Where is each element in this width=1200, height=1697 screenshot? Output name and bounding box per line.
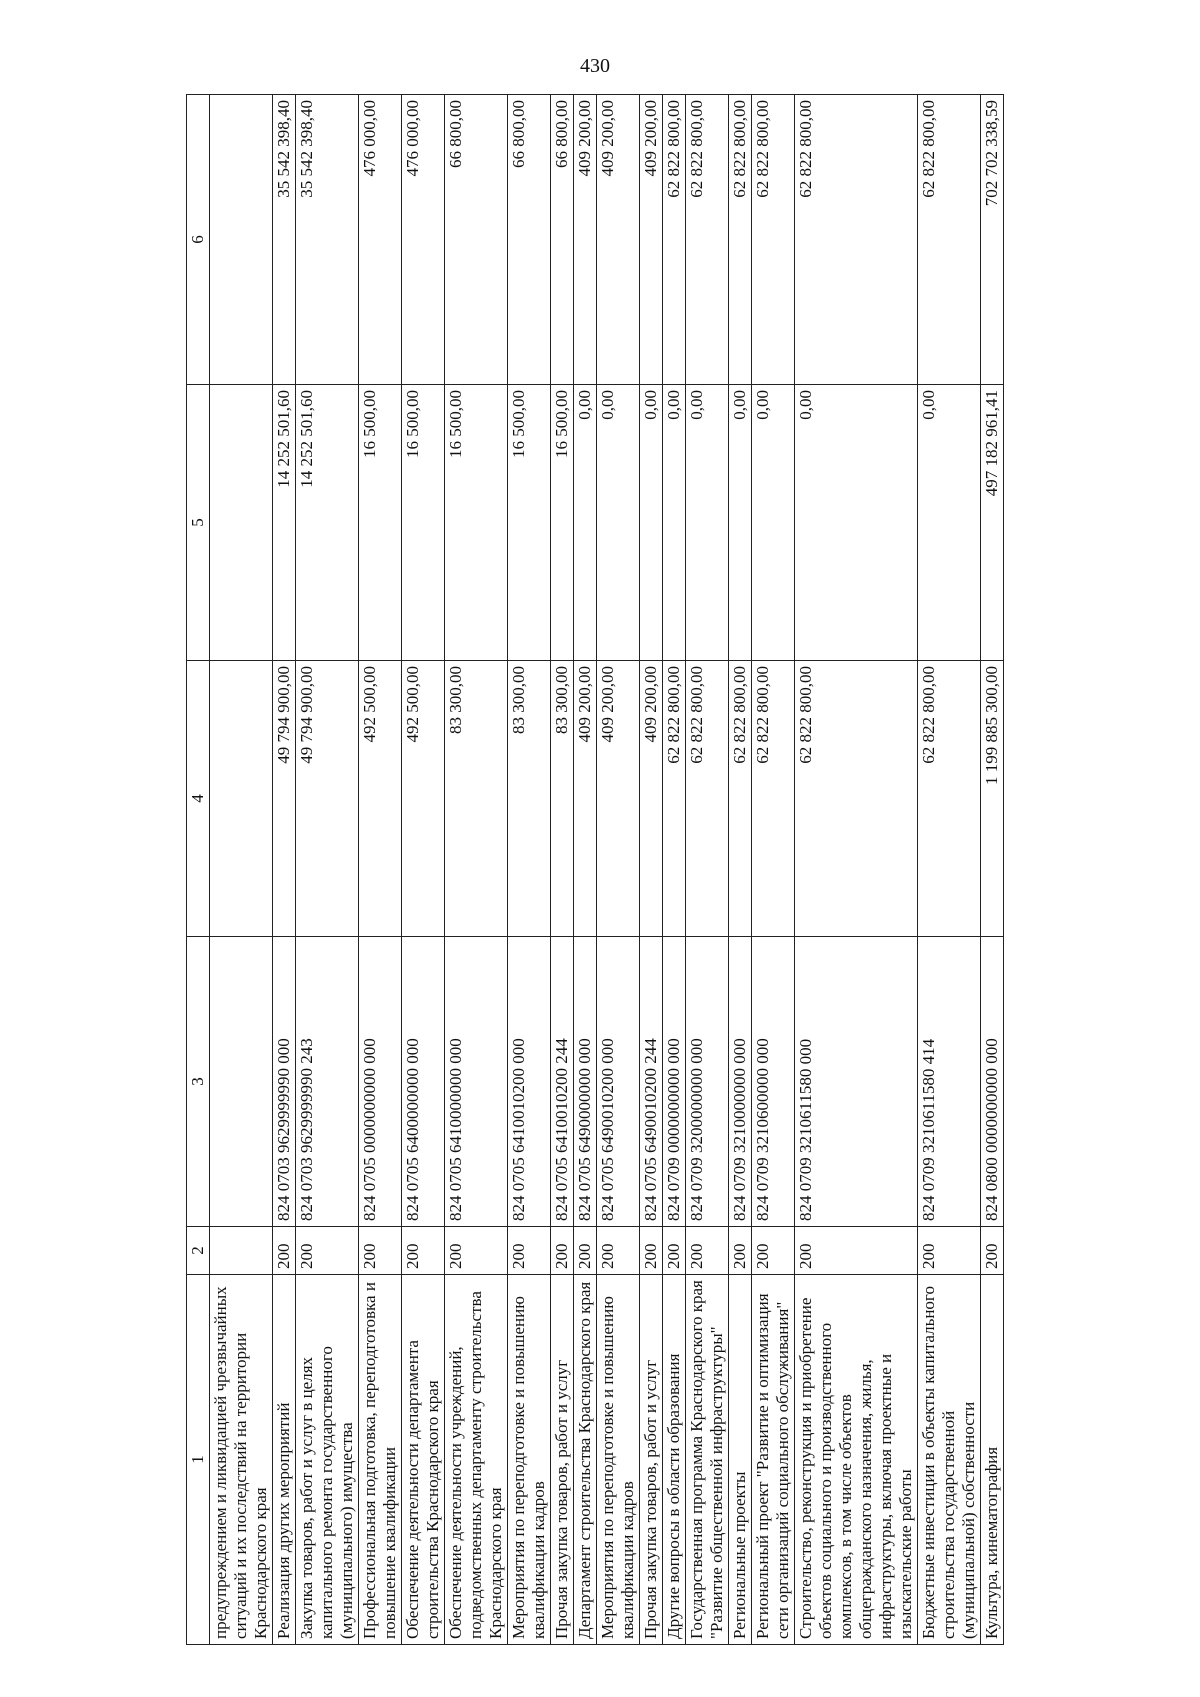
table-row xyxy=(574,95,597,1645)
row-budget-code-cell: 824 0703 9629999990 243 xyxy=(296,937,359,1227)
row-remainder-cell: 35 542 398,40 xyxy=(296,95,359,385)
row-budget-code-cell: 824 0800 0000000000 000 xyxy=(981,937,1004,1227)
table-row xyxy=(273,95,296,1645)
row-name-cell: Культура, кинематография xyxy=(981,1275,1004,1645)
row-remainder-cell: 702 702 338,59 xyxy=(981,95,1004,385)
row-executed-cell: 16 500,00 xyxy=(402,385,445,661)
row-name-cell: Закупка товаров, работ и услуг в целях капитального ремонта государственного (муниципального) имущества xyxy=(296,1275,359,1645)
row-name-cell: Бюджетные инвестиции в объекты капитального строительства государственной (муниципальной) собственности xyxy=(918,1275,981,1645)
row-name-cell: Строительство, реконструкция и приобретение объектов социального и производственного комплексов, в том числе объектов общегражданского назначения, жилья, инфраструктуры, включая проектные и изыскательские работы xyxy=(795,1275,918,1645)
column-header: 1 xyxy=(187,1275,210,1645)
row-remainder-cell: 35 542 398,40 xyxy=(273,95,296,385)
row-name-cell: Обеспечение деятельности департамента строительства Краснодарского края xyxy=(402,1275,445,1645)
row-executed-cell: 16 500,00 xyxy=(508,385,551,661)
table-row xyxy=(918,95,981,1645)
row-executed-cell: 0,00 xyxy=(918,385,981,661)
row-executed-cell: 14 252 501,60 xyxy=(296,385,359,661)
row-admin-code-cell: 200 xyxy=(296,1227,359,1275)
table-row xyxy=(640,95,663,1645)
row-admin-code-cell: 200 xyxy=(402,1227,445,1275)
row-remainder-cell: 62 822 800,00 xyxy=(686,95,729,385)
row-budget-code-cell xyxy=(210,937,273,1227)
row-remainder-cell: 476 000,00 xyxy=(402,95,445,385)
row-name-cell: Региональные проекты xyxy=(729,1275,752,1645)
row-remainder-cell: 409 200,00 xyxy=(640,95,663,385)
row-name-cell: Реализация других мероприятий xyxy=(273,1275,296,1645)
budget-table xyxy=(186,94,1004,1645)
table-row xyxy=(508,95,551,1645)
row-budget-code-cell: 824 0705 6410010200 000 xyxy=(508,937,551,1227)
row-budget-code-cell: 824 0709 3210000000 000 xyxy=(729,937,752,1227)
row-budget-code-cell: 824 0705 6400000000 000 xyxy=(402,937,445,1227)
header-row xyxy=(187,95,210,1645)
row-plan-cell xyxy=(210,661,273,937)
table-row xyxy=(686,95,729,1645)
row-plan-cell: 62 822 800,00 xyxy=(918,661,981,937)
row-budget-code-cell: 824 0709 0000000000 000 xyxy=(663,937,686,1227)
row-name-cell: Другие вопросы в области образования xyxy=(663,1275,686,1645)
row-admin-code-cell: 200 xyxy=(551,1227,574,1275)
row-plan-cell: 409 200,00 xyxy=(574,661,597,937)
row-admin-code-cell: 200 xyxy=(981,1227,1004,1275)
row-admin-code-cell: 200 xyxy=(795,1227,918,1275)
row-plan-cell: 62 822 800,00 xyxy=(686,661,729,937)
row-remainder-cell: 66 800,00 xyxy=(445,95,508,385)
row-executed-cell: 0,00 xyxy=(597,385,640,661)
column-header: 5 xyxy=(187,385,210,661)
row-budget-code-cell: 824 0705 6490000000 000 xyxy=(574,937,597,1227)
row-budget-code-cell: 824 0709 3210611580 000 xyxy=(795,937,918,1227)
row-name-cell: Департамент строительства Краснодарского края xyxy=(574,1275,597,1645)
row-admin-code-cell: 200 xyxy=(508,1227,551,1275)
row-plan-cell: 409 200,00 xyxy=(640,661,663,937)
table-row xyxy=(795,95,918,1645)
row-plan-cell: 62 822 800,00 xyxy=(729,661,752,937)
row-admin-code-cell: 200 xyxy=(729,1227,752,1275)
row-admin-code-cell: 200 xyxy=(273,1227,296,1275)
row-budget-code-cell: 824 0705 6410000000 000 xyxy=(445,937,508,1227)
row-remainder-cell: 62 822 800,00 xyxy=(663,95,686,385)
row-name-cell: Мероприятия по переподготовке и повышению квалификации кадров xyxy=(597,1275,640,1645)
row-plan-cell: 83 300,00 xyxy=(508,661,551,937)
row-name-cell: предупреждением и ликвидацией чрезвычайных ситуаций и их последствий на территории Краснодарского края xyxy=(210,1275,273,1645)
row-plan-cell: 492 500,00 xyxy=(402,661,445,937)
row-admin-code-cell: 200 xyxy=(445,1227,508,1275)
row-executed-cell: 497 182 961,41 xyxy=(981,385,1004,661)
row-budget-code-cell: 824 0705 6490010200 244 xyxy=(640,937,663,1227)
table-row xyxy=(663,95,686,1645)
row-executed-cell: 16 500,00 xyxy=(359,385,402,661)
column-header: 2 xyxy=(187,1227,210,1275)
row-name-cell: Государственная программа Краснодарского края "Развитие общественной инфраструктуры" xyxy=(686,1275,729,1645)
row-budget-code-cell: 824 0705 6410010200 244 xyxy=(551,937,574,1227)
row-admin-code-cell: 200 xyxy=(686,1227,729,1275)
row-executed-cell: 0,00 xyxy=(574,385,597,661)
table-row xyxy=(551,95,574,1645)
row-plan-cell: 49 794 900,00 xyxy=(296,661,359,937)
row-remainder-cell: 409 200,00 xyxy=(597,95,640,385)
table-body xyxy=(210,95,1004,1645)
row-name-cell: Прочая закупка товаров, работ и услуг xyxy=(551,1275,574,1645)
row-plan-cell: 409 200,00 xyxy=(597,661,640,937)
row-executed-cell xyxy=(210,385,273,661)
row-remainder-cell xyxy=(210,95,273,385)
row-plan-cell: 492 500,00 xyxy=(359,661,402,937)
row-name-cell: Профессиональная подготовка, переподготовка и повышение квалификации xyxy=(359,1275,402,1645)
row-plan-cell: 62 822 800,00 xyxy=(795,661,918,937)
row-name-cell: Обеспечение деятельности учреждений, подведомственных департаменту строительства Краснодарского края xyxy=(445,1275,508,1645)
row-budget-code-cell: 824 0709 3210600000 000 xyxy=(752,937,795,1227)
row-name-cell: Региональный проект "Развитие и оптимизация сети организаций социального обслуживания" xyxy=(752,1275,795,1645)
budget-table-rotated xyxy=(186,95,1086,1645)
row-remainder-cell: 66 800,00 xyxy=(551,95,574,385)
table-row xyxy=(296,95,359,1645)
row-executed-cell: 0,00 xyxy=(795,385,918,661)
row-name-cell: Мероприятия по переподготовке и повышению квалификации кадров xyxy=(508,1275,551,1645)
row-name-cell: Прочая закупка товаров, работ и услуг xyxy=(640,1275,663,1645)
row-remainder-cell: 62 822 800,00 xyxy=(918,95,981,385)
table-row xyxy=(402,95,445,1645)
row-admin-code-cell: 200 xyxy=(918,1227,981,1275)
row-remainder-cell: 62 822 800,00 xyxy=(729,95,752,385)
table-row xyxy=(359,95,402,1645)
row-plan-cell: 1 199 885 300,00 xyxy=(981,661,1004,937)
row-admin-code-cell: 200 xyxy=(359,1227,402,1275)
row-plan-cell: 83 300,00 xyxy=(551,661,574,937)
row-admin-code-cell: 200 xyxy=(597,1227,640,1275)
row-executed-cell: 0,00 xyxy=(640,385,663,661)
row-remainder-cell: 62 822 800,00 xyxy=(752,95,795,385)
row-executed-cell: 0,00 xyxy=(752,385,795,661)
row-admin-code-cell: 200 xyxy=(574,1227,597,1275)
row-remainder-cell: 476 000,00 xyxy=(359,95,402,385)
table-row xyxy=(981,95,1004,1645)
row-admin-code-cell xyxy=(210,1227,273,1275)
row-admin-code-cell: 200 xyxy=(640,1227,663,1275)
table-row xyxy=(210,95,273,1645)
row-remainder-cell: 62 822 800,00 xyxy=(795,95,918,385)
row-plan-cell: 62 822 800,00 xyxy=(663,661,686,937)
column-header: 3 xyxy=(187,937,210,1227)
row-plan-cell: 62 822 800,00 xyxy=(752,661,795,937)
row-executed-cell: 0,00 xyxy=(663,385,686,661)
row-budget-code-cell: 824 0709 3210611580 414 xyxy=(918,937,981,1227)
table-row xyxy=(597,95,640,1645)
page-number: 430 xyxy=(580,55,610,77)
row-plan-cell: 49 794 900,00 xyxy=(273,661,296,937)
row-budget-code-cell: 824 0709 3200000000 000 xyxy=(686,937,729,1227)
row-admin-code-cell: 200 xyxy=(752,1227,795,1275)
row-budget-code-cell: 824 0703 9629999990 000 xyxy=(273,937,296,1227)
row-executed-cell: 14 252 501,60 xyxy=(273,385,296,661)
table-row xyxy=(752,95,795,1645)
column-header: 6 xyxy=(187,95,210,385)
table-row xyxy=(729,95,752,1645)
row-remainder-cell: 66 800,00 xyxy=(508,95,551,385)
row-admin-code-cell: 200 xyxy=(663,1227,686,1275)
column-header: 4 xyxy=(187,661,210,937)
row-plan-cell: 83 300,00 xyxy=(445,661,508,937)
row-remainder-cell: 409 200,00 xyxy=(574,95,597,385)
table-row xyxy=(445,95,508,1645)
row-executed-cell: 16 500,00 xyxy=(445,385,508,661)
row-budget-code-cell: 824 0705 0000000000 000 xyxy=(359,937,402,1227)
row-executed-cell: 16 500,00 xyxy=(551,385,574,661)
row-executed-cell: 0,00 xyxy=(729,385,752,661)
row-budget-code-cell: 824 0705 6490010200 000 xyxy=(597,937,640,1227)
row-executed-cell: 0,00 xyxy=(686,385,729,661)
